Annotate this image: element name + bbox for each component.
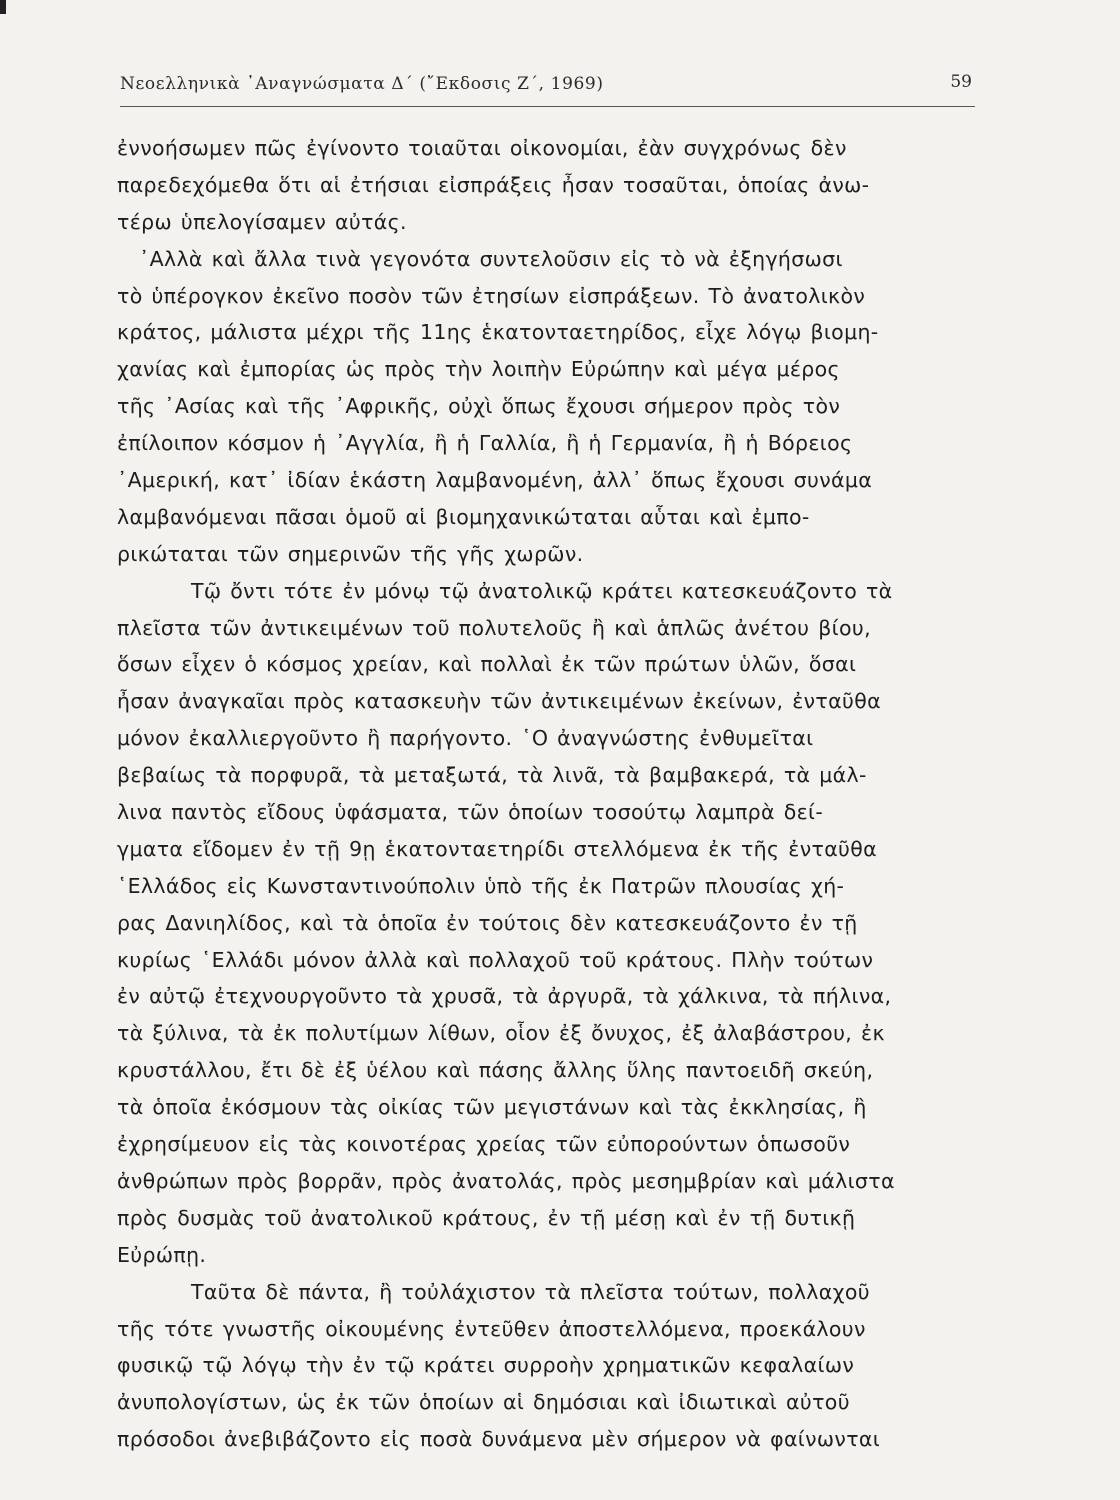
paragraph-start-line: ᾿Αλλὰ καὶ ἄλλα τινὰ γεγονότα συντελοῦσιν εἰς τὸ νὰ ἐξηγήσωσι <box>139 246 843 271</box>
text-line: γματα εἴδομεν ἐν τῇ 9ῃ ἑκατονταετηρίδι στελλόμενα ἐκ τῆς ἐνταῦθα <box>117 836 878 861</box>
text-line: κρυστάλλου, ἔτι δὲ ἐξ ὑέλου καὶ πάσης ἄλλης ὕλης παντοειδῆ σκεύη, <box>117 1058 874 1083</box>
text-line: ἀνθρώπων πρὸς βορρᾶν, πρὸς ἀνατολάς, πρὸς μεσημβρίαν καὶ μάλιστα <box>117 1168 895 1193</box>
text-line: βεβαίως τὰ πορφυρᾶ, τὰ μεταξωτά, τὰ λινᾶ, τὰ βαμβακερά, τὰ μάλ- <box>117 763 867 788</box>
scan-corner-mark <box>0 0 6 14</box>
text-line: λινα παντὸς εἴδους ὑφάσματα, τῶν ὁποίων τοσούτῳ λαμπρὰ δεί- <box>117 800 824 825</box>
text-line: ἀνυπολογίστων, ὡς ἐκ τῶν ὁποίων αἱ δημόσιαι καὶ ἰδιωτικαὶ αὐτοῦ <box>117 1390 850 1415</box>
text-line: πρόσοδοι ἀνεβιβάζοντο εἰς ποσὰ δυνάμενα μὲν σήμερον νὰ φαίνωνται <box>117 1427 881 1452</box>
text-line: μόνον ἐκαλλιεργοῦντο ἢ παρήγοντο. ῾Ο ἀναγνώστης ἐνθυμεῖται <box>117 726 814 751</box>
body-text <box>117 130 992 1458</box>
text-line: τὸ ὑπέρογκον ἐκεῖνο ποσὸν τῶν ἐτησίων εἰσπράξεων. Τὸ ἀνατολικὸν <box>117 283 866 308</box>
text-line: ὅσων εἶχεν ὁ κόσμος χρείαν, καὶ πολλαὶ ἐκ τῶν πρώτων ὑλῶν, ὅσαι <box>117 652 857 677</box>
text-line: πρὸς δυσμὰς τοῦ ἀνατολικοῦ κράτους, ἐν τῇ μέσῃ καὶ ἐν τῇ δυτικῇ <box>117 1205 856 1230</box>
text-line: ἐν αὐτῷ ἐτεχνουργοῦντο τὰ χρυσᾶ, τὰ ἀργυρᾶ, τὰ χάλκινα, τὰ πήλινα, <box>117 984 892 1009</box>
text-line: χανίας καὶ ἐμπορίας ὡς πρὸς τὴν λοιπὴν Εὐρώπην καὶ μέγα μέρος <box>117 357 840 382</box>
text-line: τὰ ξύλινα, τὰ ἐκ πολυτίμων λίθων, οἷον ἐξ ὄνυχος, ἐξ ἀλαβάστρου, ἐκ <box>117 1021 885 1046</box>
text-line: λαμβανόμεναι πᾶσαι ὁμοῦ αἱ βιομηχανικώταται αὗται καὶ ἐμπο- <box>117 504 810 529</box>
page-number: 59 <box>950 72 972 92</box>
page-header <box>120 72 990 102</box>
text-line: τῆς τότε γνωστῆς οἰκουμένης ἐντεῦθεν ἀποστελλόμενα, προεκάλουν <box>117 1316 866 1341</box>
text-line: τὰ ὁποῖα ἐκόσμουν τὰς οἰκίας τῶν μεγιστάνων καὶ τὰς ἐκκλησίας, ἢ <box>117 1095 867 1120</box>
text-line: Εὐρώπῃ. <box>117 1242 207 1267</box>
paragraph-start-line: Ταῦτα δὲ πάντα, ἢ τοὐλάχιστον τὰ πλεῖστα τούτων, πολλαχοῦ <box>191 1279 870 1304</box>
text-line: παρεδεχόμεθα ὅτι αἱ ἐτήσιαι εἰσπράξεις ἦσαν τοσαῦται, ὁποίας ἀνω- <box>117 172 870 197</box>
text-line: κυρίως ῾Ελλάδι μόνον ἀλλὰ καὶ πολλαχοῦ τοῦ κράτους. Πλὴν τούτων <box>117 947 874 972</box>
paragraph-start-line: Τῷ ὄντι τότε ἐν μόνῳ τῷ ἀνατολικῷ κράτει κατεσκευάζοντο τὰ <box>191 578 893 603</box>
text-line: τέρω ὑπελογίσαμεν αὐτάς. <box>117 209 407 234</box>
text-line: ἦσαν ἀναγκαῖαι πρὸς κατασκευὴν τῶν ἀντικειμένων ἐκείνων, ἐνταῦθα <box>117 689 881 714</box>
running-title: Νεοελληνικὰ ᾿Αναγνώσματα Δ΄ (῎Εκδοσις Ζ΄, 1969) <box>120 74 604 94</box>
text-line: ἐχρησίμευον εἰς τὰς κοινοτέρας χρείας τῶν εὐπορούντων ὁπωσοῦν <box>117 1132 851 1157</box>
text-line: πλεῖστα τῶν ἀντικειμένων τοῦ πολυτελοῦς ἢ καὶ ἁπλῶς ἀνέτου βίου, <box>117 615 871 640</box>
text-line: ἐννοήσωμεν πῶς ἐγίνοντο τοιαῦται οἰκονομίαι, ἐὰν συγχρόνως δὲν <box>117 136 847 160</box>
text-line: κράτος, μάλιστα μέχρι τῆς 11ης ἑκατονταετηρίδος, εἶχε λόγῳ βιομη- <box>117 320 879 345</box>
text-line: ῾Ελλάδος εἰς Κωνσταντινούπολιν ὑπὸ τῆς ἐκ Πατρῶν πλουσίας χή- <box>117 873 845 898</box>
text-line: ᾿Αμερική, κατ᾿ ἰδίαν ἑκάστη λαμβανομένη, ἀλλ᾿ ὅπως ἔχουσι συνάμα <box>117 468 873 493</box>
text-line: ρας Δανιηλίδος, καὶ τὰ ὁποῖα ἐν τούτοις δὲν κατεσκευάζοντο ἐν τῇ <box>117 910 858 935</box>
header-rule <box>120 106 975 107</box>
text-line: τῆς ᾿Ασίας καὶ τῆς ᾿Αφρικῆς, οὐχὶ ὅπως ἔχουσι σήμερον πρὸς τὸν <box>117 394 841 419</box>
text-line: ἐπίλοιπον κόσμον ἡ ᾿Αγγλία, ἢ ἡ Γαλλία, ἢ ἡ Γερμανία, ἢ ἡ Βόρειος <box>117 431 853 456</box>
text-line: φυσικῷ τῷ λόγῳ τὴν ἐν τῷ κράτει συρροὴν χρηματικῶν κεφαλαίων <box>117 1353 855 1378</box>
text-line: ρικώταται τῶν σημερινῶν τῆς γῆς χωρῶν. <box>117 541 584 566</box>
